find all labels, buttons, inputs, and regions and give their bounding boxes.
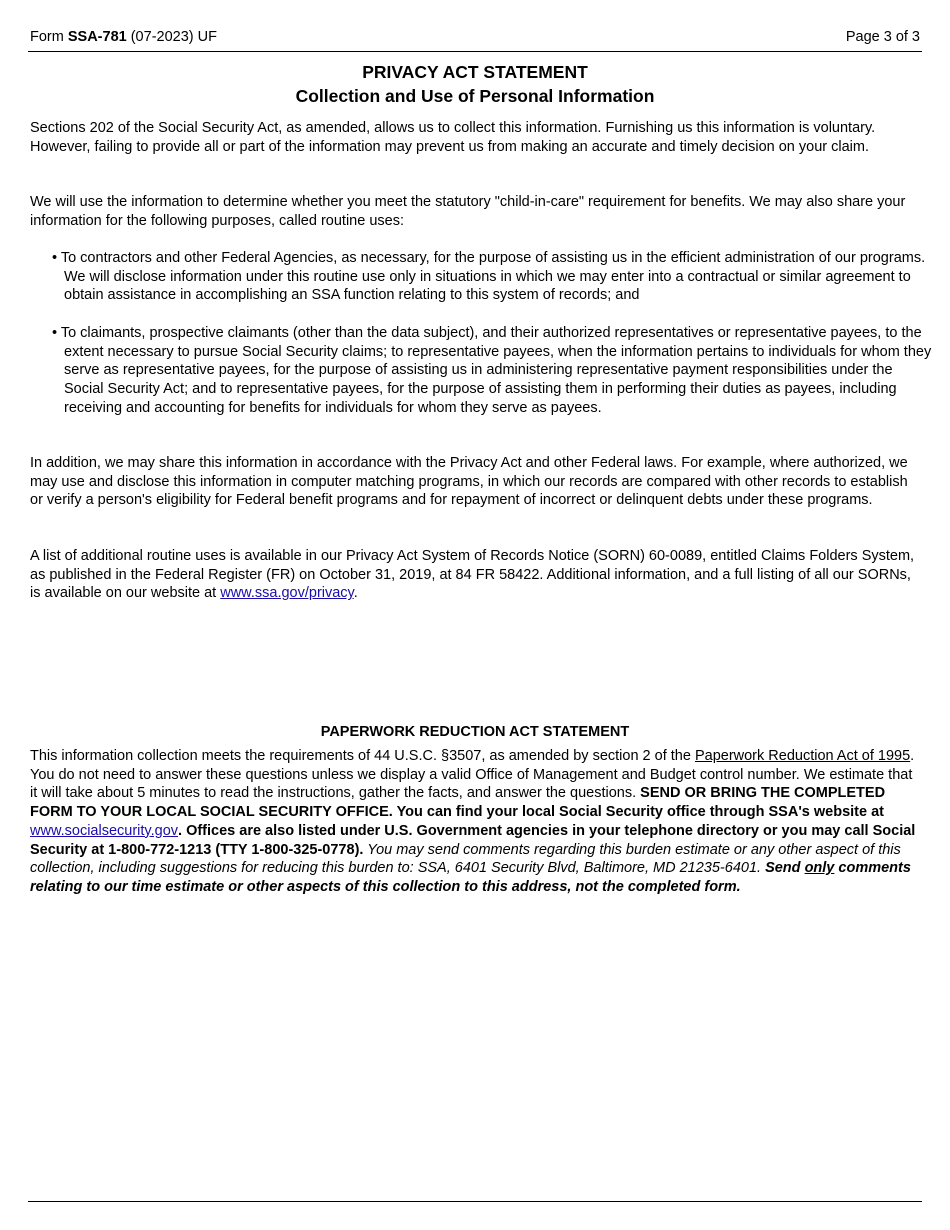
- form-identifier: [30, 28, 217, 46]
- privacy-paragraph-matching: In addition, we may share this information in accordance with the Privacy Act and other Federal laws. For example, where authorized, we may use and disclose this information in computer matching programs, in which our records are compared with other records to establish or verify a person's eligibility for Federal benefit programs and for repayment of incorrect or delinquent debts under these programs.: [30, 455, 908, 509]
- paperwork-act-name: Paperwork Reduction Act of 1995: [694, 748, 911, 764]
- send-instruction: SEND OR BRING THE COMPLETED FORM TO YOUR LOCAL SOCIAL SECURITY OFFICE. You can find your local Social Security office through SSA's website at: [30, 785, 886, 821]
- paperwork-intro: This information collection meets the requirements of 44 U.S.C. §3507, as amended by section 2 of the: [30, 748, 695, 764]
- routine-use-bullet-contractors: • To contractors and other Federal Agencies, as necessary, for the purpose of assisting us in the efficient administration of our programs. We will disclose information under this routine use only in situations in which we may enter into a contractual or similar agreement to obtain assistance in accomplishing an SSA function relating to this system of records; and: [52, 250, 926, 304]
- paperwork-paragraph: [30, 747, 922, 897]
- privacy-act-subtitle: Collection and Use of Personal Information: [295, 86, 655, 106]
- privacy-act-title: PRIVACY ACT STATEMENT: [362, 62, 588, 82]
- socialsecurity-link[interactable]: www.socialsecurity.gov: [30, 822, 179, 839]
- header-divider: [28, 51, 922, 52]
- phone-instruction: . Offices are also listed under U.S. Government agencies in your telephone directory or you may call Social Security at 1-800-772-1213 (TTY 1-800-325-0778).: [30, 822, 916, 858]
- privacy-paragraph-sorn: [30, 547, 922, 603]
- send-only-suffix: comments relating to our time estimate or other aspects of this collection to this address, not the completed form.: [30, 860, 911, 895]
- paperwork-act-title: PAPERWORK REDUCTION ACT STATEMENT: [320, 724, 630, 740]
- privacy-paragraph-purpose: We will use the information to determine whether you meet the statutory "child-in-care" requirement for benefits. We may also share your information for the following purposes, called routine uses:: [30, 194, 906, 229]
- routine-use-bullet-claimants: • To claimants, prospective claimants (other than the data subject), and their authorized representatives or representative payees, to the extent necessary to pursue Social Security claims; to representative payees, when the information pertains to individuals for whom they serve as representative payees, for the purpose of assisting us in administering representative payment responsibilities under the Social Security Act; and to representative payees, for the purpose of assisting them in performing their duties as payees, including receiving and accounting for benefits for individuals for whom they serve as payees.: [52, 325, 932, 416]
- sorn-text: A list of additional routine uses is available in our Privacy Act System of Records Notice (SORN) 60-0089, entitled Claims Folders System, as published in the Federal Register (FR) on October 31, 2019, at 84 FR 58422. Additional information, and a full listing of all our SORNs, is available on our website at: [30, 548, 915, 602]
- footer-divider: [28, 1201, 922, 1202]
- burden-comments: You may send comments regarding this burden estimate or any other aspect of this collection, including suggestions for reducing this burden to: SSA, 6401 Security Blvd, Baltimore, MD 21235-6401.: [30, 841, 901, 877]
- page-header: [30, 28, 920, 46]
- page-number: Page 3 of 3: [845, 29, 920, 45]
- sorn-period: .: [353, 585, 358, 602]
- form-revision: (07-2023) UF: [126, 29, 217, 45]
- privacy-link[interactable]: www.ssa.gov/privacy: [220, 585, 354, 602]
- send-only-prefix: Send: [761, 860, 805, 877]
- send-only-word: only: [804, 860, 835, 877]
- privacy-paragraph-authority: Sections 202 of the Social Security Act, as amended, allows us to collect this information. Furnishing us this information is voluntary. However, failing to provide all or part of the information may prevent us from making an accurate and timely decision on your claim.: [30, 120, 876, 155]
- form-prefix: Form: [30, 29, 68, 45]
- form-number: SSA-781: [67, 29, 127, 45]
- paperwork-estimate: . You do not need to answer these questions unless we display a valid Office of Management and Budget control number. We estimate that it will take about 5 minutes to read the instructions, gather the facts, and answer the questions.: [30, 748, 915, 802]
